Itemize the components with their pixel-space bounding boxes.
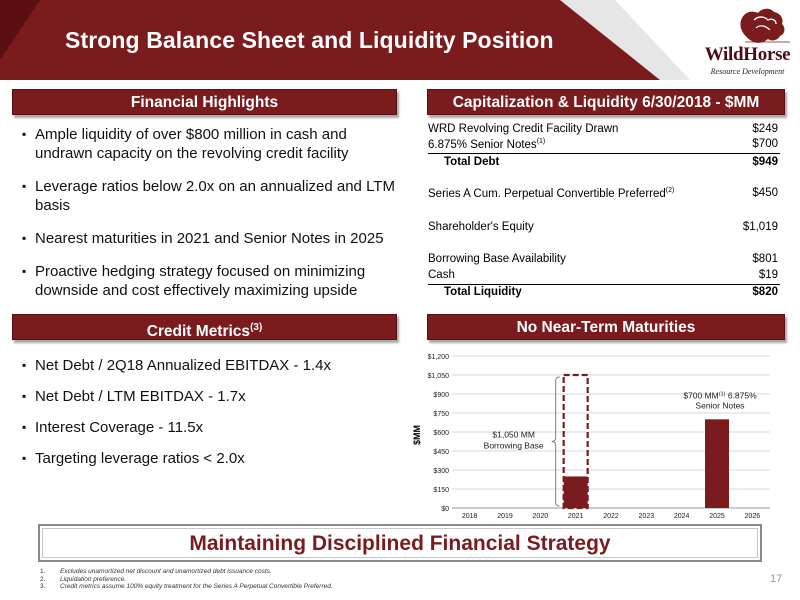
- footnote-text: Credit metrics assume 100% equity treatment for the Series A Perpetual Convertible Preferred.: [60, 583, 333, 590]
- row-label-wrap: [428, 187, 674, 200]
- logo-tagline: Resource Development: [710, 67, 785, 76]
- x-tick-label: 2019: [497, 513, 513, 520]
- maturities-heading-text: No Near-Term Maturities: [516, 319, 696, 336]
- credit-metrics-list: [22, 356, 402, 468]
- credit-metrics-footnote-ref: (3): [250, 322, 263, 333]
- footnote-text: Excludes unamortized net discount and unamortized debt issuance costs.: [60, 568, 272, 575]
- row-label: Total Liquidity: [444, 286, 522, 298]
- row-label: Cash: [428, 269, 455, 281]
- maturities-chart: [408, 348, 780, 522]
- row-value: $801: [752, 253, 778, 265]
- financial-highlights-list: [22, 125, 402, 300]
- borrowing-base-text-label: Borrowing Base: [483, 440, 544, 451]
- list-item: ▪ Interest Coverage - 11.5x: [22, 418, 402, 437]
- table-row: [428, 138, 780, 153]
- financial-highlights-heading: [12, 89, 397, 115]
- x-tick-label: 2025: [709, 513, 725, 520]
- y-tick-label: $1,200: [427, 354, 449, 361]
- strategy-banner: [38, 524, 762, 562]
- table-row: [428, 269, 780, 284]
- x-tick-label: 2020: [532, 513, 549, 520]
- page-title: Strong Balance Sheet and Liquidity Position: [65, 27, 554, 53]
- list-item: ▪ Net Debt / 2Q18 Annualized EBITDAX - 1.4x: [22, 356, 402, 375]
- row-value: $450: [752, 187, 778, 199]
- x-tick-label: 2026: [744, 513, 761, 520]
- chart-y-ticks: [428, 354, 450, 513]
- list-item: ▪ Proactive hedging strategy focused on minimizing downside and cost effectively maximizing upside: [22, 262, 402, 300]
- x-tick-label: 2022: [603, 513, 619, 520]
- borrowing-base-bracket: [552, 377, 560, 506]
- footnote: [40, 576, 333, 584]
- senior-notes-text-label: Senior Notes: [695, 400, 745, 411]
- senior-notes-amount: $700 MM: [683, 390, 719, 401]
- y-tick-label: $300: [433, 468, 449, 475]
- list-item: ▪ Targeting leverage ratios < 2.0x: [22, 449, 402, 468]
- credit-metrics-heading-text: Credit Metrics: [146, 323, 251, 341]
- table-row: [428, 221, 780, 236]
- y-tick-label: $1,050: [427, 373, 449, 380]
- header-banner: [0, 0, 800, 80]
- row-value: $19: [758, 269, 778, 281]
- logo-wordmark: WildHorse: [704, 44, 791, 65]
- financial-highlights-heading-text: Financial Highlights: [130, 94, 279, 111]
- row-value: $700: [752, 138, 778, 150]
- list-item: ▪ Net Debt / LTM EBITDAX - 1.7x: [22, 387, 402, 406]
- senior-notes-rate: 6.875%: [725, 390, 757, 401]
- maturities-heading: [427, 314, 785, 340]
- y-tick-label: $600: [433, 430, 449, 437]
- table-divider: [428, 284, 780, 285]
- credit-metrics-heading: [12, 314, 397, 340]
- list-item: ▪ Nearest maturities in 2021 and Senior Notes in 2025: [22, 229, 402, 248]
- senior-notes-footnote-ref: (1): [718, 391, 726, 398]
- capitalization-heading-text: Capitalization & Liquidity 6/30/2018 - $MM: [452, 94, 760, 111]
- footnote-ref: (2): [665, 187, 675, 194]
- row-value: $249: [752, 123, 778, 135]
- footnote-text: Liquidation preference.: [60, 575, 127, 583]
- table-row-total: [428, 286, 780, 301]
- footnote-number: 3.: [40, 583, 46, 590]
- footnotes: [40, 568, 333, 591]
- row-label-wrap: [428, 138, 545, 151]
- borrowing-base-amount-label: $1,050 MM: [492, 429, 535, 440]
- chart-x-ticks: [462, 513, 760, 520]
- y-tick-label: $150: [433, 487, 449, 494]
- row-label: Shareholder's Equity: [428, 221, 534, 233]
- row-value: $820: [752, 286, 778, 298]
- capitalization-heading: [427, 89, 785, 115]
- strategy-banner-text: Maintaining Disciplined Financial Strategy: [42, 528, 758, 558]
- row-label: Borrowing Base Availability: [428, 253, 566, 265]
- y-tick-label: $450: [433, 449, 449, 456]
- senior-notes-amount-label: [683, 390, 757, 400]
- footnote-number: 1.: [40, 568, 46, 575]
- x-tick-label: 2018: [461, 513, 478, 520]
- y-tick-label: $0: [441, 506, 449, 513]
- row-label: Total Debt: [444, 156, 500, 168]
- page-number: 17: [770, 573, 783, 585]
- row-label: WRD Revolving Credit Facility Drawn: [428, 123, 619, 135]
- table-row: [428, 187, 780, 202]
- x-tick-label: 2021: [567, 513, 584, 520]
- bar-2021: [564, 476, 588, 508]
- row-value: $1,019: [742, 221, 778, 233]
- x-tick-label: 2023: [638, 513, 655, 520]
- row-label: Series A Cum. Perpetual Convertible Preferred: [428, 187, 666, 200]
- table-divider: [428, 153, 780, 154]
- table-row: [428, 253, 780, 268]
- row-value: $949: [752, 156, 778, 168]
- y-tick-label: $900: [433, 392, 449, 399]
- footnote-number: 2.: [40, 575, 46, 583]
- list-item: ▪ Ample liquidity of over $800 million in cash and undrawn capacity on the revolving credit facility: [22, 125, 402, 163]
- footnote: [40, 583, 333, 591]
- list-item: ▪ Leverage ratios below 2.0x on an annualized and LTM basis: [22, 177, 402, 215]
- footnote-ref: (1): [536, 138, 546, 145]
- row-label: 6.875% Senior Notes: [428, 138, 537, 151]
- y-tick-label: $750: [433, 411, 449, 418]
- x-tick-label: 2024: [673, 513, 690, 520]
- bar-2025: [705, 419, 729, 508]
- table-row: [428, 123, 780, 138]
- table-row-total: [428, 156, 780, 171]
- chart-y-axis-label: $MM: [412, 425, 422, 445]
- footnote: [40, 568, 333, 576]
